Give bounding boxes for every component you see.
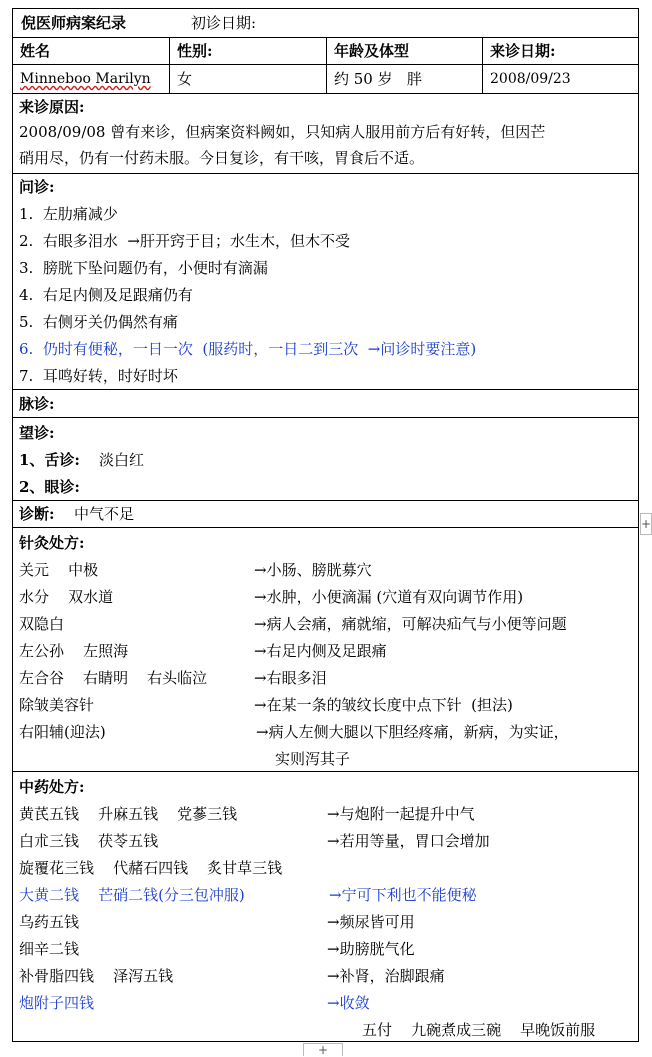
- sex-header: 性别:: [177, 42, 213, 60]
- acupuncture-note: →右眼多泪: [254, 669, 327, 687]
- herbal-note: →收敛: [327, 994, 370, 1012]
- herbal-herbs: 细辛二钱: [19, 940, 80, 958]
- diagnosis-value: 中气不足: [74, 505, 135, 523]
- inquiry-label: 问诊:: [19, 178, 55, 196]
- diagnosis-section: [13, 501, 638, 528]
- acupuncture-section: [13, 528, 638, 772]
- herbal-note: →宁可下利也不能便秘: [329, 886, 477, 904]
- record-title: 倪医师病案纪录: [21, 14, 127, 32]
- acupuncture-note: →右足内侧及足跟痛: [254, 642, 387, 660]
- herbal-section: [13, 772, 638, 1043]
- acupuncture-points: 关元 中极: [19, 561, 99, 579]
- inquiry-item: 5. 右侧牙关仍偶然有痛: [19, 313, 178, 331]
- acupuncture-points: 水分 双水道: [19, 588, 114, 606]
- herbal-note: →助膀胱气化: [327, 940, 415, 958]
- herbal-herbs: 旋覆花三钱 代赭石四钱 炙甘草三钱: [19, 859, 283, 877]
- acupuncture-points: 左公孙 左照海: [19, 642, 129, 660]
- acupuncture-note-continuation: 实则泻其子: [275, 750, 351, 768]
- age-header: 年龄及体型: [334, 42, 410, 60]
- acupuncture-note: →病人左侧大腿以下胆经疼痛，新病，为实证，: [256, 723, 569, 741]
- visit-date: 2008/09/23: [490, 71, 571, 87]
- reason-line: 2008/09/08 曾有来诊，但病案资料阙如，只知病人服用前方后有好转，但因芒: [19, 123, 546, 141]
- observation-section: [13, 418, 638, 501]
- add-row-button[interactable]: +: [640, 513, 652, 535]
- acupuncture-points: 左合谷 右睛明 右头临泣: [19, 669, 208, 687]
- case-record-page: [12, 8, 639, 1042]
- acupuncture-note: →水肿，小便滴漏 (穴道有双向调节作用): [254, 588, 524, 606]
- acupuncture-points: 除皱美容针: [19, 696, 95, 714]
- inquiry-item: 2. 右眼多泪水 →肝开窍于目；水生木，但木不受: [19, 232, 350, 250]
- inquiry-item: 6. 仍时有便秘，一日一次 (服药时，一日二到三次 →问诊时要注意): [19, 340, 477, 358]
- tongue-label: 1、舌诊:: [19, 451, 80, 469]
- info-values-row: [13, 65, 638, 94]
- diagnosis-label: 诊断:: [19, 505, 55, 523]
- acupuncture-points: 双隐白: [19, 615, 65, 633]
- reason-line: 硝用尽，仍有一付药未服。今日复诊，有干咳，胃食后不适。: [19, 149, 425, 167]
- acupuncture-note: →在某一条的皱纹长度中点下针 (担法): [254, 696, 513, 714]
- inquiry-item: 3. 膀胱下坠问题仍有，小便时有滴漏: [19, 259, 268, 277]
- pulse-section: [13, 390, 638, 418]
- acupuncture-label: 针灸处方:: [19, 534, 85, 552]
- info-header-row: [13, 38, 638, 65]
- observation-label: 望诊:: [19, 424, 55, 442]
- acupuncture-points: 右阳辅(迎法): [19, 723, 106, 741]
- herbal-label: 中药处方:: [19, 778, 85, 796]
- visit-date-header: 来诊日期:: [490, 42, 556, 60]
- header-row: [13, 9, 638, 38]
- herbal-herbs: 大黄二钱 芒硝二钱(分三包冲服): [19, 886, 245, 904]
- name-header: 姓名: [20, 42, 51, 60]
- patient-sex: 女: [177, 70, 193, 88]
- herbal-herbs: 补骨脂四钱 泽泻五钱: [19, 967, 174, 985]
- herbal-herbs: 乌药五钱: [19, 913, 80, 931]
- herbal-herbs: 白朮三钱 茯苓五钱: [19, 832, 159, 850]
- herbal-footer: 五付 九碗煮成三碗 早晚饭前服: [362, 1021, 596, 1039]
- herbal-note: →与炮附一起提升中气: [327, 805, 475, 823]
- add-column-button[interactable]: +: [303, 1043, 343, 1056]
- reason-section: [13, 94, 638, 174]
- patient-name: Minneboo Marilyn: [20, 71, 151, 87]
- herbal-note: →频尿皆可用: [327, 913, 415, 931]
- tongue-value: 淡白红: [99, 451, 145, 469]
- inquiry-item: 1. 左肋痛减少: [19, 205, 118, 223]
- pulse-label: 脉诊:: [19, 395, 55, 413]
- herbal-note: →若用等量，胃口会增加: [327, 832, 490, 850]
- acupuncture-note: →病人会痛，痛就缩，可解决疝气与小便等问题: [254, 615, 567, 633]
- acupuncture-note: →小肠、膀胱募穴: [254, 561, 372, 579]
- herbal-herbs: 炮附子四钱: [19, 994, 95, 1012]
- patient-age-build: 约 50 岁 胖: [334, 70, 422, 88]
- inquiry-section: [13, 174, 638, 390]
- eye-label: 2、眼诊:: [19, 478, 80, 496]
- first-visit-label: 初诊日期:: [191, 14, 257, 32]
- herbal-note: →补肾，治脚跟痛: [327, 967, 445, 985]
- inquiry-item: 4. 右足内侧及足跟痛仍有: [19, 286, 193, 304]
- reason-label: 来诊原因:: [19, 98, 85, 116]
- herbal-herbs: 黄芪五钱 升麻五钱 党蔘三钱: [19, 805, 238, 823]
- inquiry-item: 7. 耳鸣好转，时好时坏: [19, 367, 178, 385]
